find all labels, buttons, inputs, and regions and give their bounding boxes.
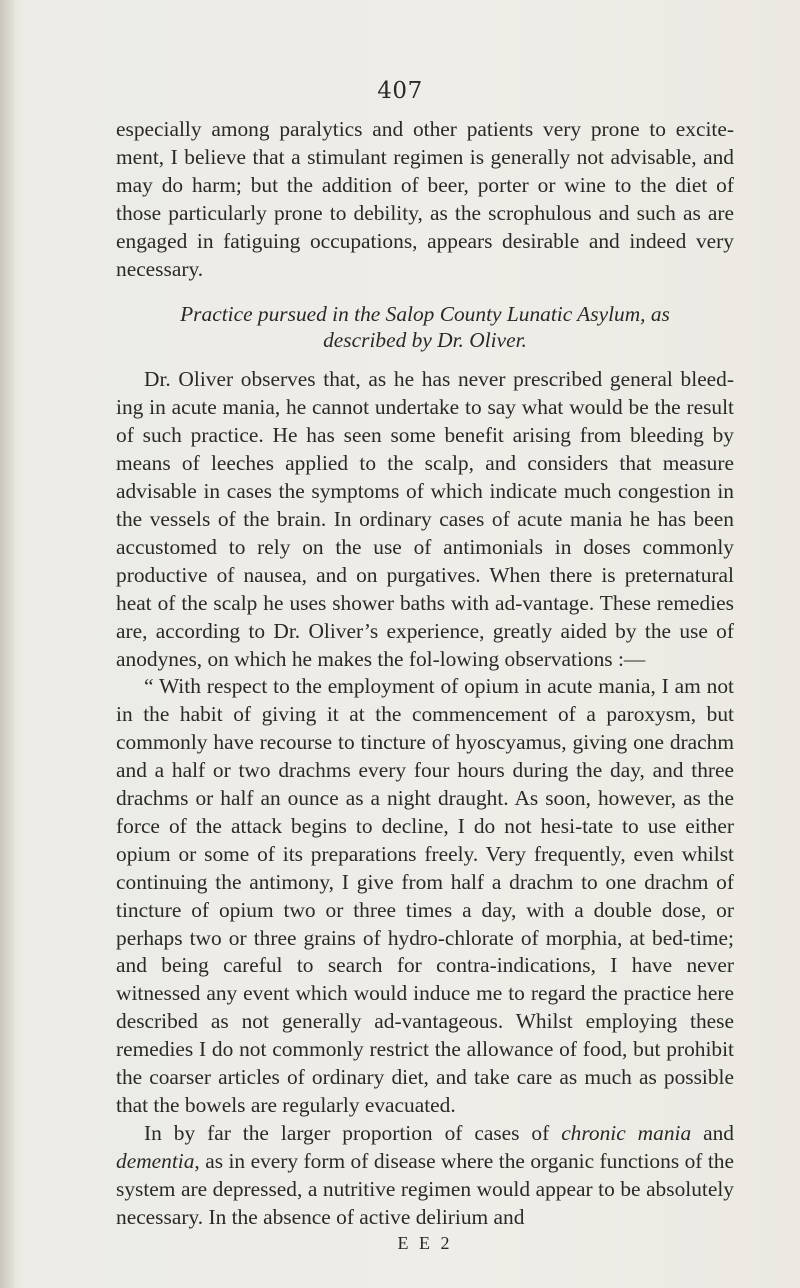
paragraph-conjunction: and [691,1120,735,1145]
paragraph [116,1120,734,1232]
paragraph: Dr. Oliver observes that, as he has never prescribed general bleed-ing in acute mania, he cannot undertake to say what would be the result of such practice. He has seen some benefit arising from bleeding by means of leeches applied to the scalp, and considers that measure advisable in cases the symptoms of which indicate much congestion in the vessels of the brain. In ordinary cases of acute mania he has been accustomed to rely on the use of antimonials in doses commonly productive of nausea, and on purgatives. When there is preternatural heat of the scalp he uses shower baths with ad-vantage. These remedies are, according to Dr. Oliver’s experience, greatly aided by the use of anodynes, on which he makes the fol-lowing observations :— [116,367,734,671]
paragraph-lead: In by far the larger proportion of cases of [144,1120,562,1145]
signature-mark: E E 2 [397,1232,453,1253]
page-binding-edge [0,0,14,1288]
paragraph-quotation: “ With respect to the employment of opium in acute mania, I am not in the habit of giving it at the commencement of a paroxysm, but commonly have recourse to tincture of hyoscyamus, giving one drachm and a half or two drachms every four hours during the day, and three drachms or half an ounce as a night draught. As soon, however, as the force of the attack begins to decline, I do not hesi-tate to use either opium or some of its preparations freely. Very frequently, even whilst continuing the antimony, I give from half a drachm to one drachm of tincture of opium two or three times a day, with a double dose, or perhaps two or three grains of hydro-chlorate of morphia, at bed-time; and being careful to search for contra-indications, I have never witnessed any event which would induce me to regard the practice here described as not generally ad-vantageous. Whilst employing these remedies I do not commonly restrict the allowance of food, but prohibit the coarser articles of ordinary diet, and take care as much as possible that the bowels are regularly evacuated. [116,674,734,1117]
section-heading [116,301,734,353]
section-heading-line-1: Practice pursued in the Salop County Lunatic Asylum, as [180,302,670,327]
italic-term: dementia [116,1148,195,1173]
page-number: 407 [377,78,423,104]
section-heading-line-2: described by Dr. Oliver. [323,328,527,353]
body-text [116,116,734,1257]
paragraph-rest: , as in every form of disease where the organic functions of the system are depressed, a nutritive regimen would appear to be absolutely necessary. In the absence of active delirium and [116,1148,734,1229]
italic-term: chronic mania [561,1120,692,1145]
paragraph-continued: especially among paralytics and other patients very prone to excite-ment, I believe that a stimulant regimen is generally not advisable, and may do harm; but the addition of beer, porter or wine to the diet of those particularly prone to debility, as the scrophulous and such as are engaged in fatiguing occupations, appears desirable and indeed very necessary. [116,117,734,281]
